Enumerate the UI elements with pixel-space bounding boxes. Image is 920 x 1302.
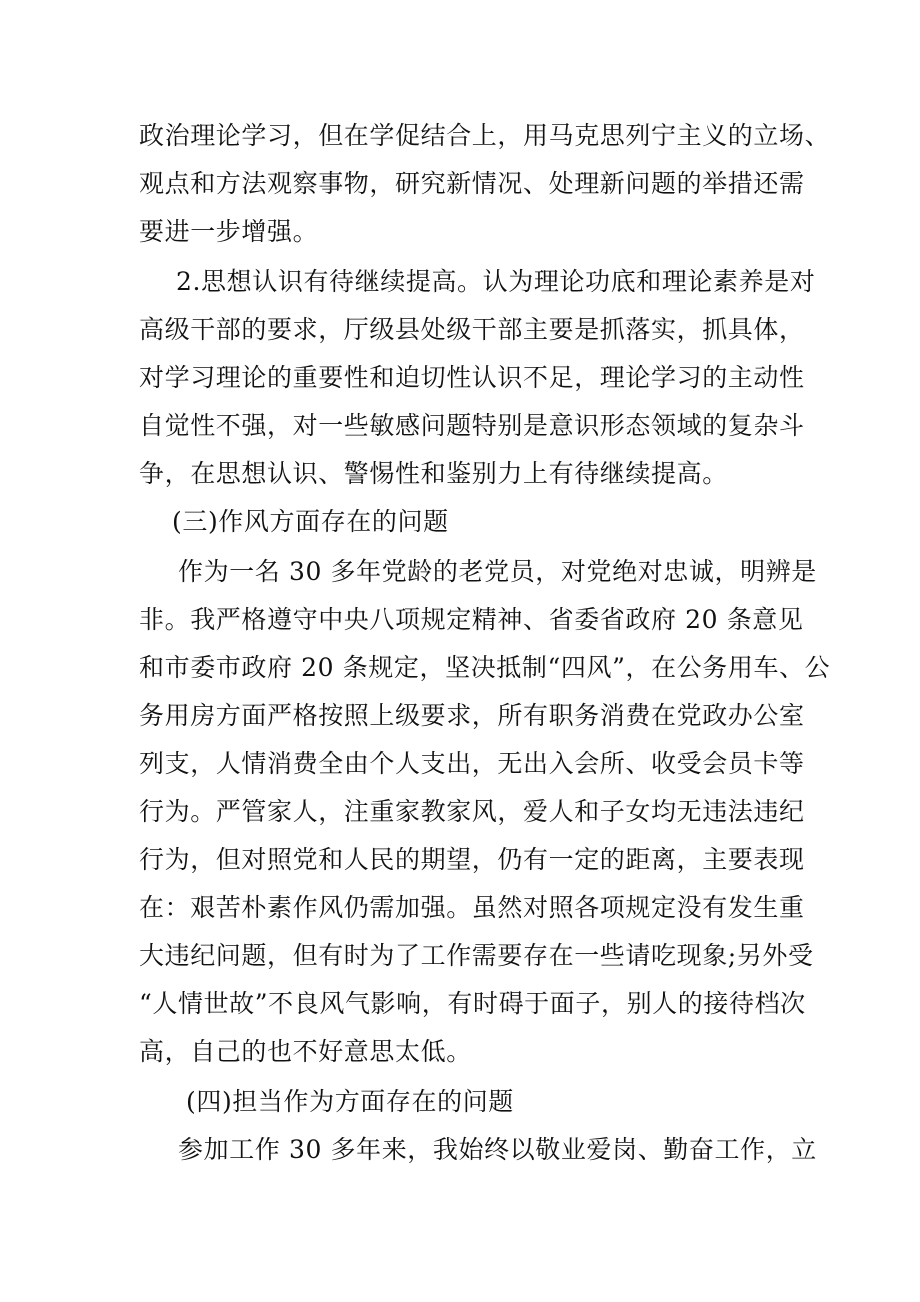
text-line: 作为一名 30 多年党龄的老党员，对党绝对忠诚，明辨是: [178, 557, 817, 586]
text-line: 自觉性不强，对一些敏感问题特别是意识形态领域的复杂斗: [139, 411, 805, 440]
text-line: 政治理论学习，但在学促结合上，用马克思列宁主义的立场、: [139, 121, 831, 150]
text-line: 2.思想认识有待继续提高。认为理论功底和理论素养是对: [176, 267, 816, 296]
text-line: 行为，但对照党和人民的期望，仍有一定的距离，主要表现: [139, 845, 805, 874]
section-heading: (四)担当作为方面存在的问题: [186, 1087, 514, 1116]
section-heading: (三)作风方面存在的问题: [172, 507, 449, 536]
text-line: 在：艰苦朴素作风仍需加强。虽然对照各项规定没有发生重: [139, 893, 805, 922]
text-line: 争，在思想认识、警惕性和鉴别力上有待继续提高。: [139, 459, 728, 488]
text-line: 务用房方面严格按照上级要求，所有职务消费在党政办公室: [139, 701, 805, 730]
text-line: 行为。严管家人，注重家教家风，爱人和子女均无违法违纪: [139, 797, 805, 826]
text-line: 大违纪问题，但有时为了工作需要存在一些请吃现象;另外受: [139, 941, 814, 970]
text-line: 非。我严格遵守中央八项规定精神、省委省政府 20 条意见: [139, 605, 804, 634]
text-line: 要进一步增强。: [139, 217, 319, 246]
text-line: 参加工作 30 多年来，我始终以敬业爱岗、勤奋工作，立: [178, 1135, 817, 1164]
text-line: 高，自己的也不好意思太低。: [139, 1037, 472, 1066]
text-line: 对学习理论的重要性和迫切性认识不足，理论学习的主动性: [139, 363, 805, 392]
text-line: 观点和方法观察事物，研究新情况、处理新问题的举措还需: [139, 169, 805, 198]
text-line: “人情世故”不良风气影响，有时碍于面子，别人的接待档次: [139, 989, 806, 1018]
text-line: 和市委市政府 20 条规定，坚决抵制“四风”，在公务用车、公: [139, 653, 831, 682]
text-line: 高级干部的要求，厅级县处级干部主要是抓落实，抓具体，: [139, 315, 805, 344]
text-line: 列支，人情消费全由个人支出，无出入会所、收受会员卡等: [139, 749, 805, 778]
